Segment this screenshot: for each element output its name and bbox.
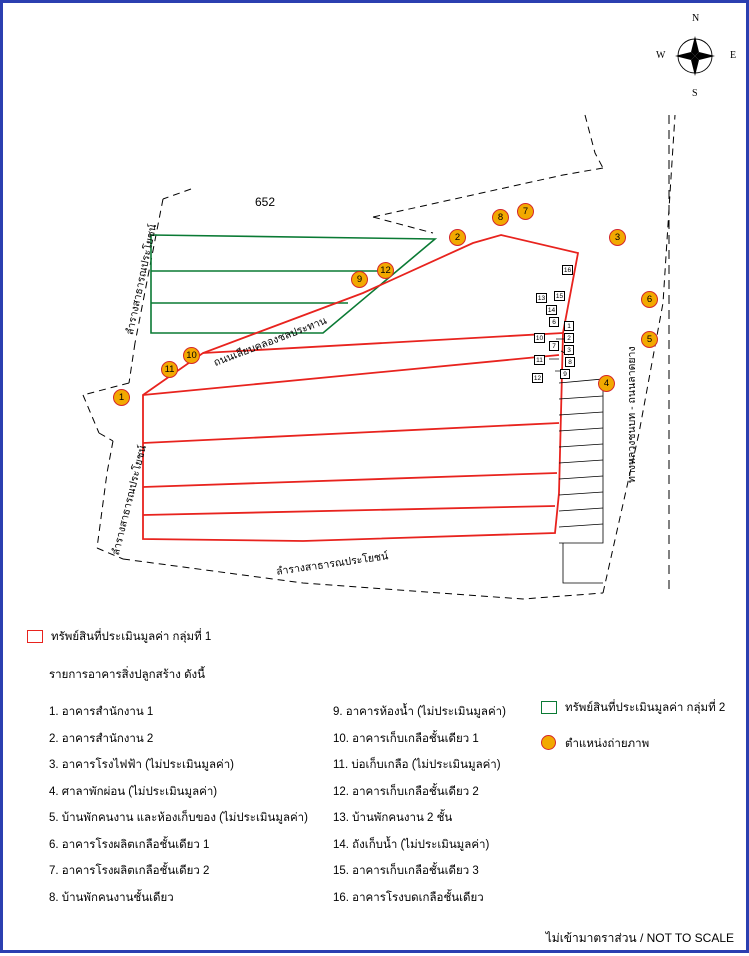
map-area <box>3 3 749 611</box>
rural-highway-label: ทางหลวงชนบท - ถนนลาดยาง <box>626 346 638 483</box>
list-item: 2. อาคารสำนักงาน 2 <box>49 732 154 745</box>
list-item: 3. อาคารโรงไฟฟ้า (ไม่ประเมินมูลค่า) <box>49 759 234 771</box>
list-item: 1. อาคารสำนักงาน 1 <box>49 706 154 718</box>
building-box-11: 11 <box>534 355 545 365</box>
building-box-1: 1 <box>564 321 574 331</box>
list-item: 13. บ้านพักคนงาน 2 ชั้น <box>333 812 453 824</box>
irrigation-canal-road-label: ถนนเลียบคลองชลประทาน <box>212 314 329 370</box>
building-box-14: 14 <box>547 307 556 314</box>
list-item: 12. อาคารเก็บเกลือชั้นเดียว 2 <box>333 785 479 798</box>
building-list-heading: รายการอาคารสิ่งปลูกสร้าง ดังนี้ <box>49 669 206 681</box>
compass-south-label: S <box>692 88 698 99</box>
building-list-left <box>49 699 349 911</box>
photo-marker-7[interactable]: 7 <box>517 203 534 220</box>
legend-section <box>3 611 749 956</box>
legend-label-group1: ทรัพย์สินที่ประเมินมูลค่า กลุ่มที่ 1 <box>51 631 212 643</box>
right-structures <box>559 379 603 583</box>
scale-note: ไม่เข้ามาตราส่วน / NOT TO SCALE <box>545 931 734 945</box>
list-item: 15. อาคารเก็บเกลือชั้นเดียว 3 <box>333 865 479 877</box>
building-box-13: 13 <box>537 295 546 302</box>
dashed-boundaries <box>83 115 675 599</box>
building-box-15: 15 <box>555 293 564 300</box>
compass-east-label: E <box>730 50 737 61</box>
photo-marker-9[interactable]: 9 <box>351 271 368 288</box>
building-box-6: 6 <box>549 317 559 327</box>
canal-label-lower-left: ลำรางสาธารณประโยชน์ <box>109 444 149 557</box>
canal-label-bottom: ลำรางสาธารณประโยชน์ <box>275 550 390 578</box>
list-item: 16. อาคารโรงบดเกลือชั้นเดียว <box>333 891 484 904</box>
building-box-10: 10 <box>535 335 544 342</box>
photo-marker-5[interactable]: 5 <box>641 331 658 348</box>
photo-marker-1[interactable]: 1 <box>113 389 130 406</box>
list-item: 8. บ้านพักคนงานชั้นเดียว <box>49 891 174 904</box>
photo-marker-3[interactable]: 3 <box>609 229 626 246</box>
building-box-12: 12 <box>533 375 542 382</box>
legend-swatch-group1 <box>27 630 43 643</box>
legend-label-group2: ทรัพย์สินที่ประเมินมูลค่า กลุ่มที่ 2 <box>565 702 726 714</box>
building-list-right <box>333 699 663 911</box>
list-item: 9. อาคารห้องน้ำ (ไม่ประเมินมูลค่า) <box>333 706 506 718</box>
building-box-16: 16 <box>563 267 572 274</box>
canal-label-upper-left: ลำรางสาธารณประโยชน์ <box>123 223 160 337</box>
list-item: 14. ถังเก็บน้ำ (ไม่ประเมินมูลค่า) <box>333 838 490 851</box>
compass-west-label: W <box>656 50 666 61</box>
building-box-8: 8 <box>565 357 575 367</box>
building-box-2: 2 <box>564 333 574 343</box>
list-item: 10. อาคารเก็บเกลือชั้นเดียว 1 <box>333 732 479 745</box>
parcel-number-label: 652 <box>255 195 276 209</box>
list-item: 6. อาคารโรงผลิตเกลือชั้นเดียว 1 <box>49 838 210 851</box>
photo-marker-11[interactable]: 11 <box>161 361 178 378</box>
photo-marker-10[interactable]: 10 <box>183 347 200 364</box>
building-box-7: 7 <box>549 341 559 351</box>
list-item: 11. บ่อเก็บเกลือ (ไม่ประเมินมูลค่า) <box>333 759 501 771</box>
photo-marker-2[interactable]: 2 <box>449 229 466 246</box>
list-item: 5. บ้านพักคนงาน และห้องเก็บของ (ไม่ประเมินมูลค่า) <box>49 812 308 824</box>
list-item: 7. อาคารโรงผลิตเกลือชั้นเดียว 2 <box>49 865 210 877</box>
photo-marker-6[interactable]: 6 <box>641 291 658 308</box>
building-box-9: 9 <box>560 369 570 379</box>
photo-marker-12[interactable]: 12 <box>377 262 394 279</box>
list-item: 4. ศาลาพักผ่อน (ไม่ประเมินมูลค่า) <box>49 785 218 798</box>
compass-north-label: N <box>692 13 700 24</box>
building-box-3: 3 <box>564 345 574 355</box>
compass-rose <box>675 36 715 76</box>
legend-label-photo-position: ตำแหน่งถ่ายภาพ <box>565 738 650 750</box>
photo-marker-8[interactable]: 8 <box>492 209 509 226</box>
photo-marker-4[interactable]: 4 <box>598 375 615 392</box>
